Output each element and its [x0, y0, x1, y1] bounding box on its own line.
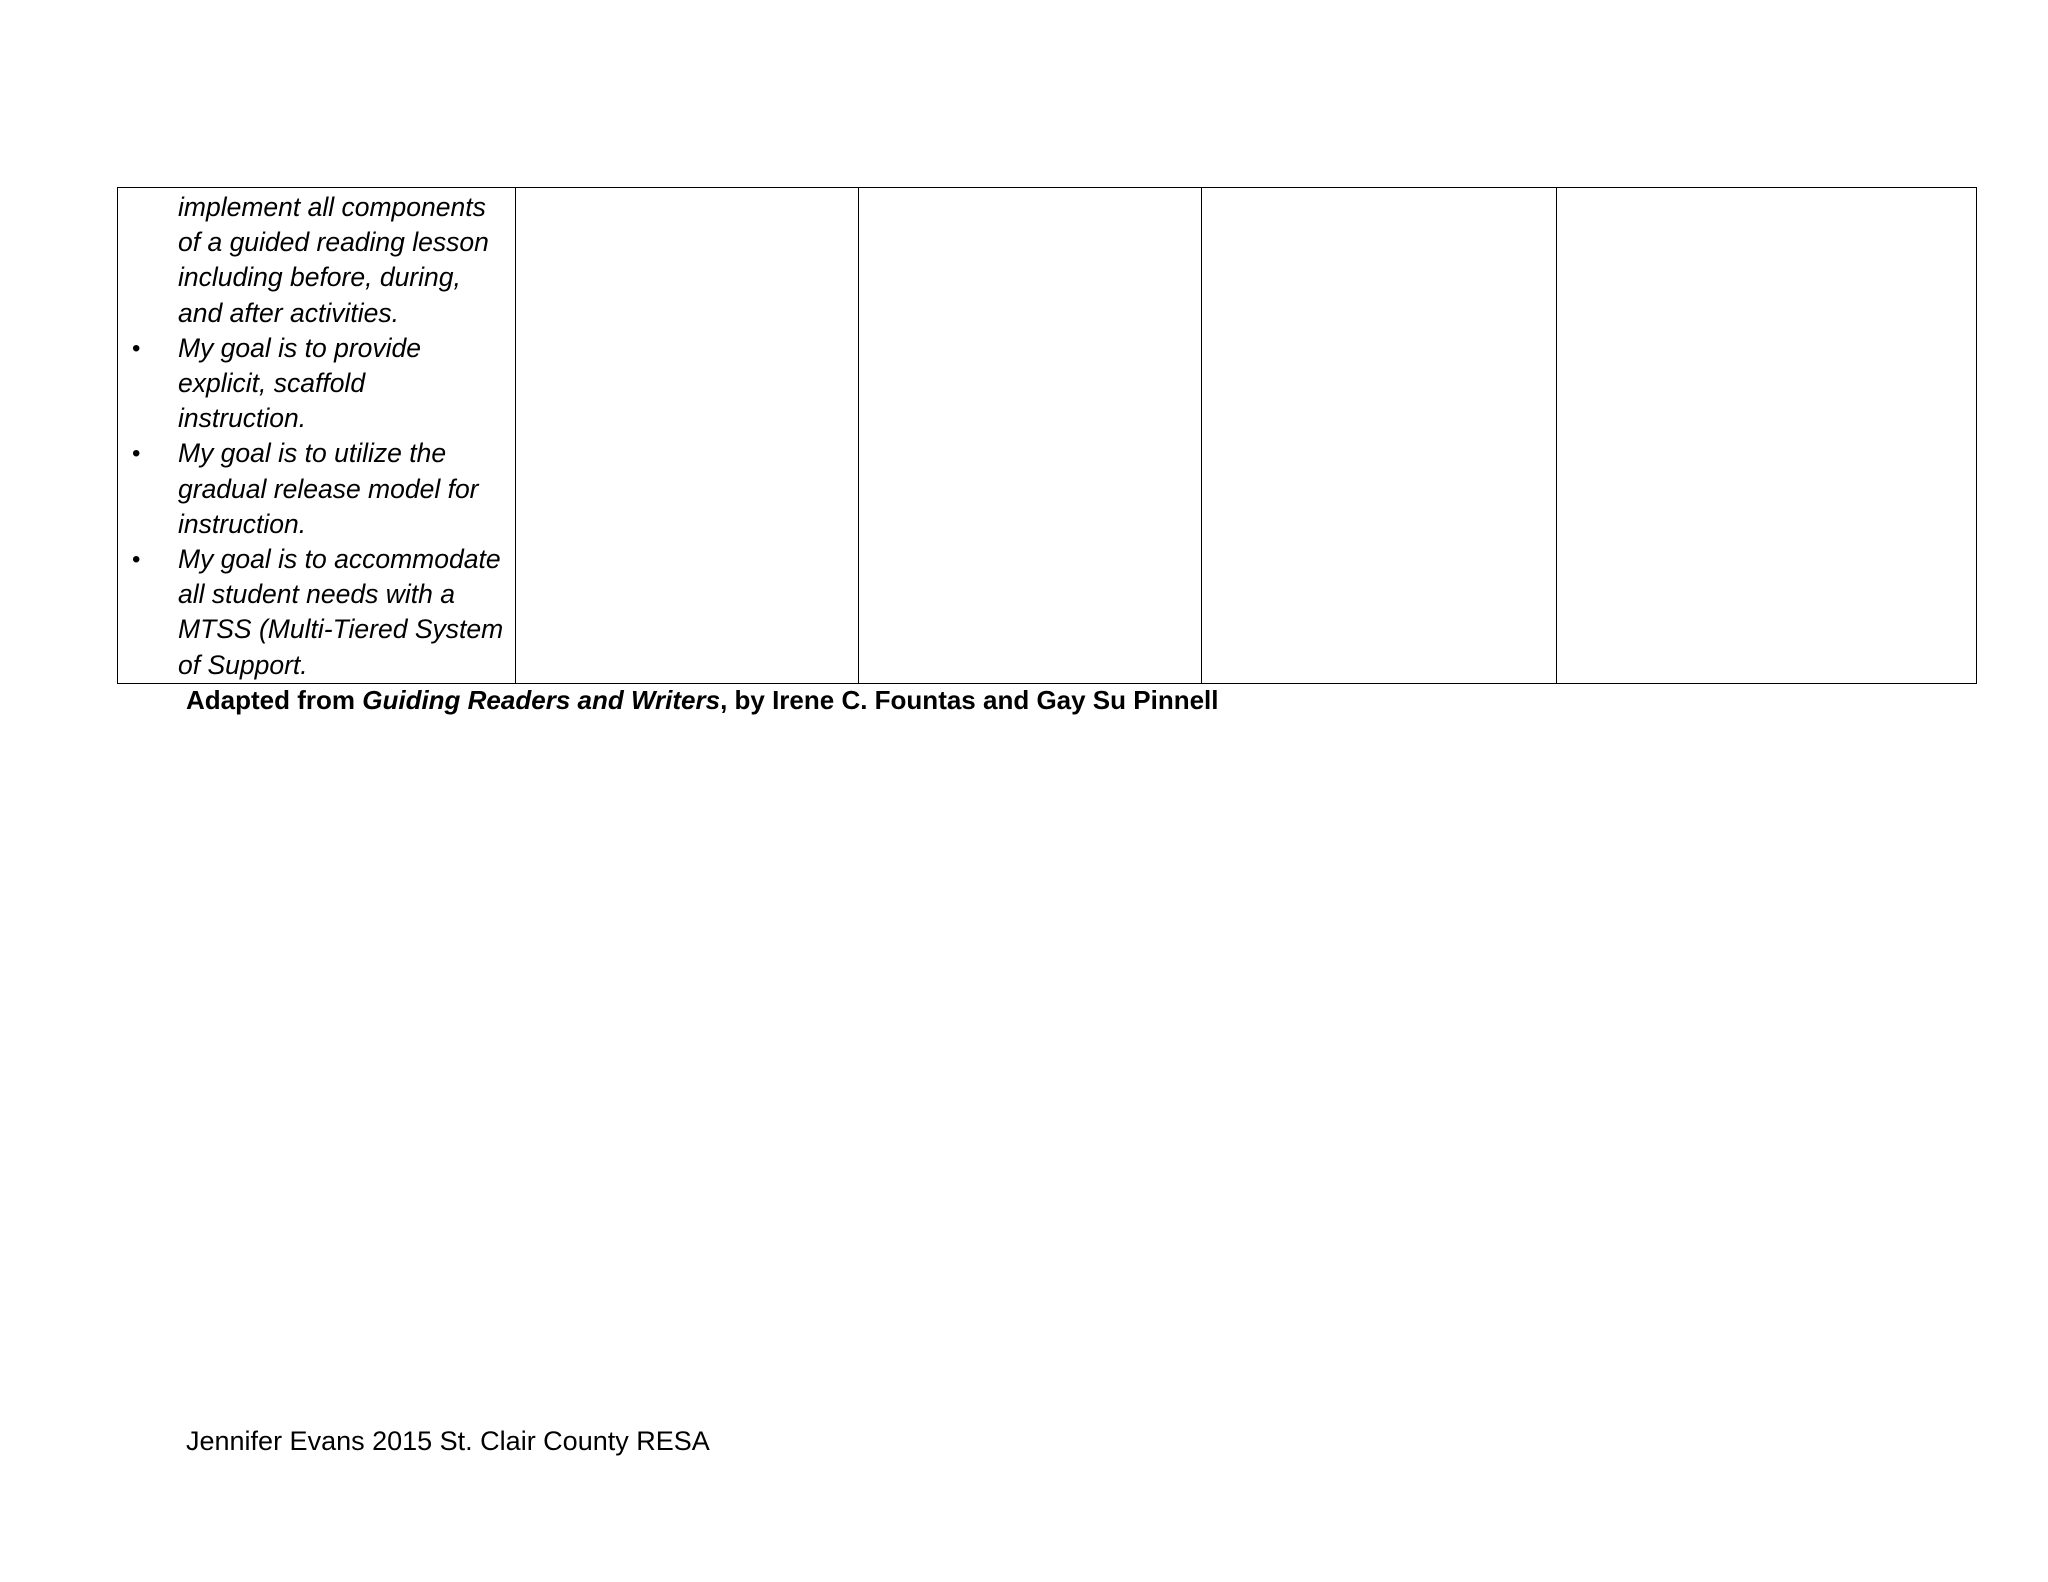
- table-row: [118, 188, 1977, 684]
- goal-line: all student needs with a: [178, 579, 455, 610]
- goal-line: instruction.: [178, 508, 307, 539]
- page-footer: Jennifer Evans 2015 St. Clair County RESA: [186, 1426, 710, 1456]
- empty-cell: [859, 188, 1202, 684]
- goal-line: explicit, scaffold: [178, 368, 366, 399]
- bullet-icon: •: [132, 334, 141, 362]
- empty-cell: [1202, 188, 1557, 684]
- empty-cell: [1557, 188, 1977, 684]
- continuation-line: of a guided reading lesson: [178, 227, 489, 258]
- bullet-icon: •: [132, 546, 141, 574]
- goal-line: My goal is to accommodate: [178, 544, 501, 575]
- goal-line: MTSS (Multi-Tiered System: [178, 614, 504, 645]
- caption-suffix: , by Irene C. Fountas and Gay Su Pinnell: [720, 685, 1219, 715]
- goal-line: instruction.: [178, 403, 307, 434]
- goal-bullet-item: [118, 436, 515, 542]
- caption-prefix: Adapted from: [186, 685, 363, 715]
- goal-bullet-item: [118, 331, 515, 437]
- goal-bullet-item: [118, 542, 515, 683]
- goal-line: gradual release model for: [178, 473, 479, 504]
- bullet-icon: •: [132, 440, 141, 468]
- continuation-line: including before, during,: [178, 262, 461, 293]
- goals-table: [117, 187, 1977, 684]
- caption-book-title: Guiding Readers and Writers: [362, 685, 721, 715]
- continuation-line: and after activities.: [178, 297, 399, 328]
- goals-cell: [118, 188, 516, 684]
- empty-cell: [516, 188, 859, 684]
- continuation-line: implement all components: [178, 192, 486, 222]
- source-caption: [186, 683, 1219, 717]
- goal-line: of Support.: [178, 649, 308, 680]
- goal-line: My goal is to provide: [178, 332, 422, 363]
- goals-list: [118, 188, 515, 683]
- goal-line: My goal is to utilize the: [178, 438, 447, 469]
